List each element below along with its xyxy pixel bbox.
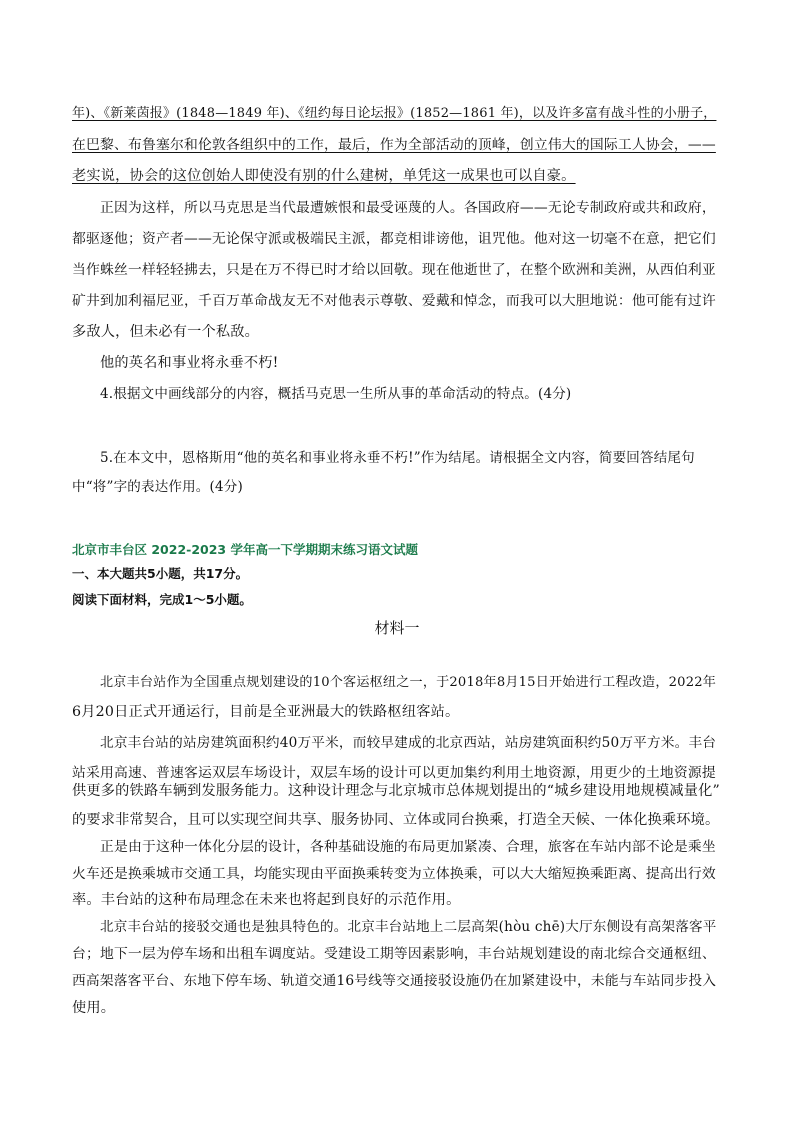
material-line: 北京丰台站的站房建筑面积约40万平米，而较早建成的北京西站，站房建筑面积约50万平方米。丰台 — [100, 735, 717, 751]
material-line: 的要求非常契合，且可以实现空间共享、服务协同、立体或同台换乘，打造全天候、一体化换乘环境。 — [72, 812, 720, 828]
part-heading: 一、本大题共5小题，共17分。 — [72, 566, 249, 581]
material-line: 北京丰台站作为全国重点规划建设的10个客运枢纽之一，于2018年8月15日开始进行工程改造，2022年 — [100, 675, 717, 690]
passage-line: 老实说，协会的这位创始人即使没有别的什么建树，单凭这一成果也可以自豪。 — [72, 168, 576, 184]
material-line: 站采用高速、普速客运双层车场设计，双层车场的设计可以更加集约利用土地资源，用更少的土地资源提 — [72, 765, 716, 781]
passage-line: 年)、《新莱茵报》(1848—1849 年)、《纽约每日论坛报》(1852—1861 年)，以及许多富有战斗性的小册子， — [72, 106, 717, 121]
passage-closing-line: 他的英名和事业将永垂不朽! — [100, 355, 279, 371]
passage-line: 多敌人，但未必有一个私敌。 — [72, 324, 260, 340]
material-line: 北京丰台站的接驳交通也是独具特色的。北京丰台站地上二层高架(hòu chē)大厅东侧设有高架落客平 — [100, 919, 717, 935]
question-5-line-2: 中“将”字的表达作用。(4分) — [72, 479, 243, 495]
material-line: 正是由于这种一体化分层的设计，各种基础设施的布局更加紧凑、合理，旅客在车站内部不论是乘坐 — [100, 839, 716, 855]
material-line: 使用。 — [72, 1000, 116, 1016]
material-line: 台；地下一层为停车场和出租车调度站。受建设工期等因素影响，丰台站规划建设的南北综合交通枢纽、 — [72, 946, 716, 962]
question-4: 4.根据文中画线部分的内容，概括马克思一生所从事的革命活动的特点。(4分) — [100, 386, 572, 402]
question-5-line-1: 5.在本文中，恩格斯用“他的英名和事业将永垂不朽!”作为结尾。请根据全文内容，简要回答结尾句 — [100, 450, 695, 466]
material-line: 西高架落客平台、东地下停车场、轨道交通16号线等交通接驳设施仍在加紧建设中，未能与车站同步投入 — [72, 973, 717, 989]
material-line: 6月20日正式开通运行，目前是全亚洲最大的铁路枢纽客站。 — [72, 704, 460, 720]
passage-line: 矿井到加利福尼亚，千百万革命战友无不对他表示尊敬、爱戴和悼念，而我可以大胆地说：他可能有过许 — [72, 293, 716, 309]
material-line: 率。丰台站的这种布局理念在未来也将起到良好的示范作用。 — [72, 892, 461, 908]
passage-line: 当作蛛丝一样轻轻拂去，只是在万不得已时才给以回敬。现在他逝世了，在整个欧洲和美洲，从西伯利亚 — [72, 262, 716, 278]
passage-line: 在巴黎、布鲁塞尔和伦敦各组织中的工作，最后，作为全部活动的顶峰，创立伟大的国际工人协会，—— — [72, 137, 716, 153]
exam-section-title: 北京市丰台区 2022-2023 学年高一下学期期末练习语文试题 — [72, 542, 418, 557]
passage-line: 都驱逐他；资产者——无论保守派或极端民主派，都竞相诽谤他，诅咒他。他对这一切毫不在意，把它们 — [72, 231, 716, 247]
reading-instruction: 阅读下面材料，完成1～5小题。 — [72, 592, 252, 607]
material-title: 材料一 — [374, 619, 420, 637]
material-line: 供更多的铁路车辆到发服务能力。这种设计理念与北京城市总体规划提出的“城乡建设用地规模减量化” — [72, 783, 720, 799]
material-line: 火车还是换乘城市交通工具，均能实现由平面换乘转变为立体换乘，可以大大缩短换乘距离、提高出行效 — [72, 866, 716, 882]
passage-line: 正因为这样，所以马克思是当代最遭嫉恨和最受诬蔑的人。各国政府——无论专制政府或共和政府， — [100, 200, 716, 216]
